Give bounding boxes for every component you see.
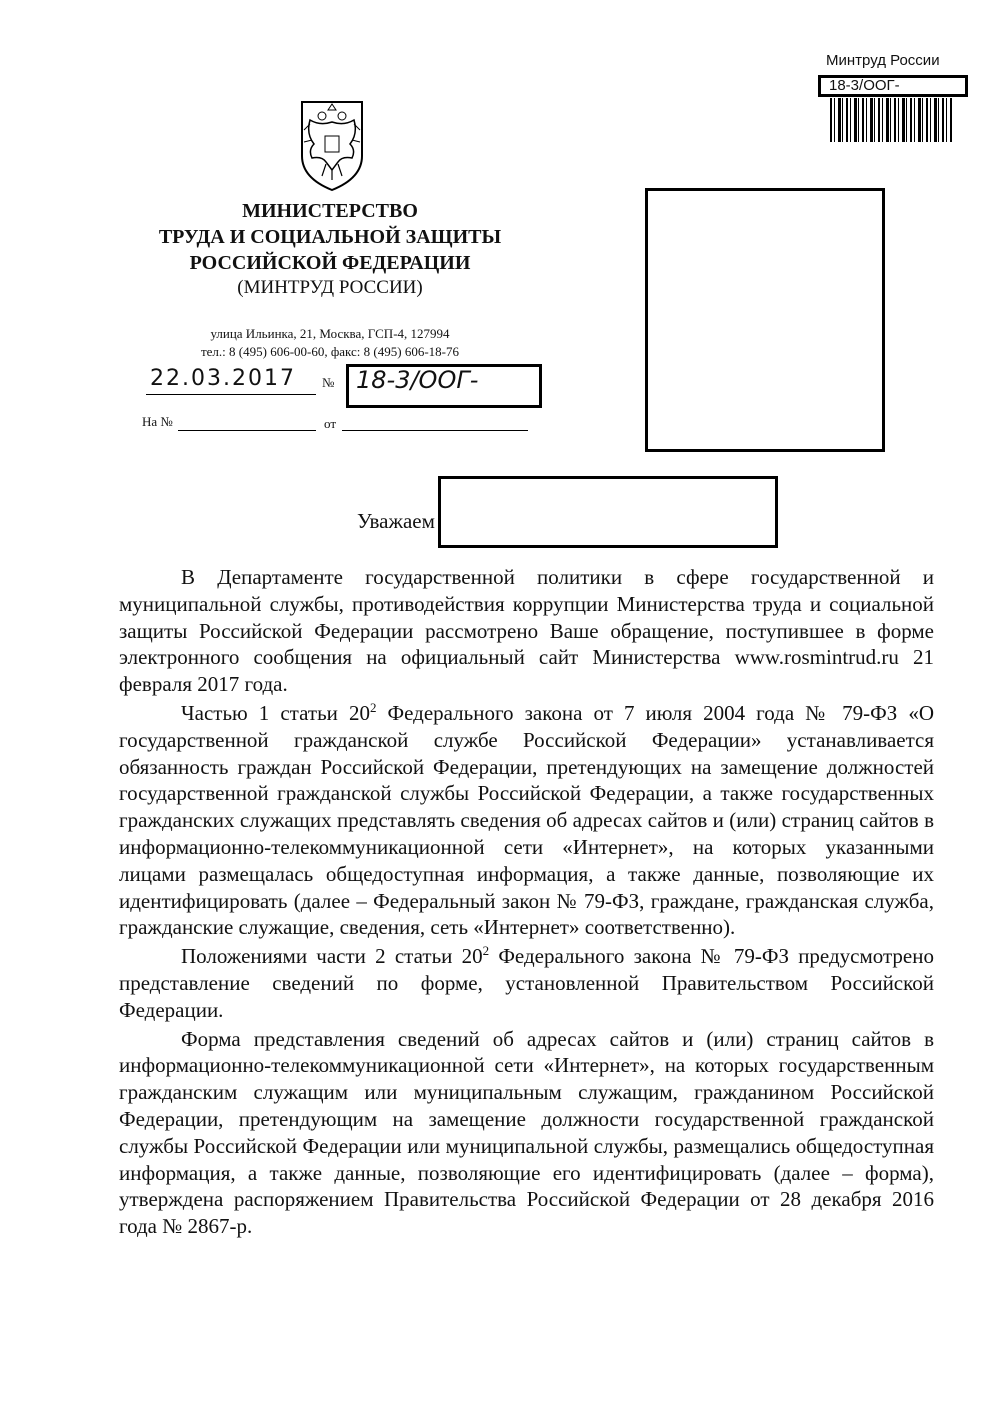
greeting: Уважаем [357,509,435,533]
stamp-org: Минтруд России [826,52,940,69]
barcode [830,98,952,142]
ministry-address: улица Ильинка, 21, Москва, ГСП-4, 127994 [210,326,450,341]
number-label: № [322,375,335,390]
from-label: от [324,416,337,431]
paragraph-4: Форма представления сведений об адресах сайтов и (или) страниц сайтов в информационно-телекоммуникационной сети «Интернет», на которых государственным гражданским служащим или муниципальным служащим, гражданином Российской Федерации, претендующим на замещение должности государственной гражданской службы Российской Федерации или муниципальной службы, размещались общедоступная информация, а также данные, позволяющие его идентифицировать (далее – форма), утверждена распоряжением Правительства Российской Федерации от 28 декабря 2016 года № 2867-р. [119,1026,934,1239]
coat-of-arms-icon [292,100,372,192]
ministry-short-name: (МИНТРУД РОССИИ) [237,277,423,298]
date-underline [146,394,316,395]
letter-number: 18-3/ООГ- [356,366,479,394]
paragraph-1: В Департаменте государственной политики в сфере государственной и муниципальной службы, противодействия коррупции Министерства труда и социальной защиты Российской Федерации рассмотрено Ваше обращение, поступившее в форме электронного сообщения на официальный сайт Министерства www.rosmintrud.ru 21 февраля 2017 года. [119,565,934,697]
paragraph-2: Частью 1 статьи $20^2$ Федерального закона от 7 июля 2004 года № 79-ФЗ «О государственной гражданской службе Российской Федерации» устанавливается обязанность граждан Российской Федерации, претендующих на замещение должностей государственной гражданской службы Российской Федерации, а также государственных гражданских служащих представлять сведения об адресах сайтов и (или) страниц сайтов в информационно-телекоммуникационной сети «Интернет», на которых указанными лицами размещалась общедоступная информация, а также данные, позволяющие их идентифицировать (далее – Федеральный закон № 79-ФЗ, граждане, гражданская служба, гражданские служащие, сведения, сеть «Интернет» соответственно). [119,699,934,940]
ministry-phones: тел.: 8 (495) 606-00-60, факс: 8 (495) 606-18-76 [200,344,459,359]
ministry-title-line2: ТРУДА И СОЦИАЛЬНОЙ ЗАЩИТЫ [158,226,502,248]
addressee-redaction [645,188,885,452]
paragraph-3: Положениями части 2 статьи $20^2$ Федерального закона № 79-ФЗ предусмотрено представление сведений по форме, установленной Правительством Российской Федерации. [119,943,934,1022]
on-number-line [178,430,316,431]
from-date-line [342,430,528,431]
stamp-number: 18-3/ООГ- [818,75,968,97]
ministry-title-line3: РОССИЙСКОЙ ФЕДЕРАЦИИ [189,252,471,274]
name-redaction [438,476,778,548]
ministry-title-line1: МИНИСТЕРСТВО [242,200,418,222]
letter-body [119,564,934,1240]
on-number-label: На № [142,414,173,429]
letter-date: 22.03.2017 [150,366,296,391]
